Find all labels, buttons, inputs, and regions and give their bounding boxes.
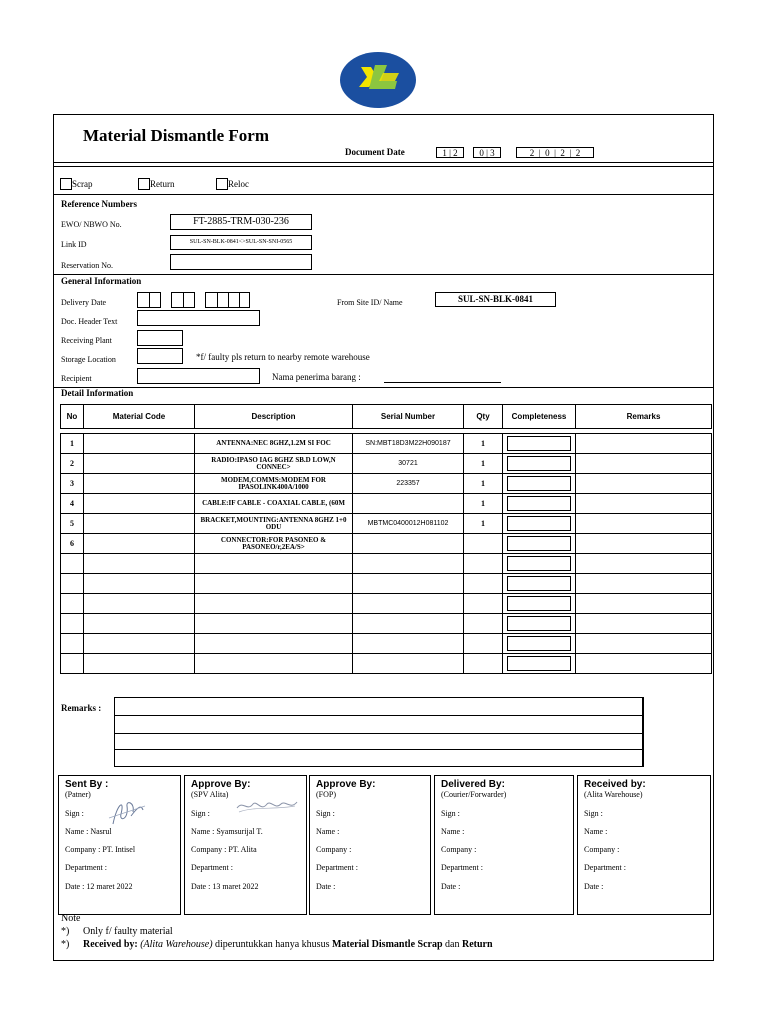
row-description[interactable] bbox=[195, 614, 353, 634]
row-no bbox=[61, 554, 84, 574]
completeness-box[interactable] bbox=[507, 616, 571, 631]
note-and: dan bbox=[445, 939, 460, 950]
row-no bbox=[61, 634, 84, 654]
sent-by-sign: Sign : bbox=[65, 809, 84, 818]
completeness-box[interactable] bbox=[507, 656, 571, 671]
delivered-by-subtitle: (Courier/Forwarder) bbox=[441, 790, 507, 799]
xl-logo bbox=[339, 51, 417, 109]
row-serial-number[interactable]: SN:MBT18D3M22H090187 bbox=[353, 434, 464, 454]
row-remarks[interactable] bbox=[576, 594, 712, 614]
delivered-by-date: Date : bbox=[441, 882, 461, 891]
delivered-by-department: Department : bbox=[441, 863, 483, 872]
table-row bbox=[61, 634, 712, 654]
row-description[interactable]: CABLE:IF CABLE - COAXIAL CABLE, (60M bbox=[195, 494, 353, 514]
received-by-sign: Sign : bbox=[584, 809, 603, 818]
completeness-box[interactable] bbox=[507, 636, 571, 651]
col-no: No bbox=[61, 405, 84, 429]
note-line-1: Only f/ faulty material bbox=[83, 926, 173, 937]
doc-date-month[interactable]: 0 | 3 bbox=[473, 147, 501, 158]
delivery-date-year[interactable] bbox=[205, 292, 250, 308]
from-site-field[interactable]: SUL-SN-BLK-0841 bbox=[435, 292, 556, 307]
row-description[interactable] bbox=[195, 574, 353, 594]
row-no: 5 bbox=[61, 514, 84, 534]
link-id-field[interactable]: SUL-SN-BLK-0841<>SUL-SN-SNI-0565 bbox=[170, 235, 312, 250]
row-material-code[interactable] bbox=[84, 654, 195, 674]
document-date-label: Document Date bbox=[345, 147, 405, 157]
signature-image bbox=[107, 794, 147, 830]
row-material-code[interactable] bbox=[84, 454, 195, 474]
table-row bbox=[61, 614, 712, 634]
row-completeness[interactable] bbox=[503, 634, 576, 654]
row-completeness[interactable] bbox=[503, 614, 576, 634]
sent-by-title: Sent By : bbox=[65, 779, 109, 790]
approve-by-fop-title: Approve By: bbox=[316, 779, 376, 790]
row-material-code[interactable] bbox=[84, 514, 195, 534]
row-material-code[interactable] bbox=[84, 554, 195, 574]
table-header-row bbox=[61, 405, 712, 429]
received-by-company: Company : bbox=[584, 845, 620, 854]
row-no: 3 bbox=[61, 474, 84, 494]
row-serial-number[interactable] bbox=[353, 534, 464, 554]
row-qty[interactable] bbox=[464, 614, 503, 634]
row-no bbox=[61, 594, 84, 614]
received-by-title: Received by: bbox=[584, 779, 646, 790]
table-row bbox=[61, 554, 712, 574]
delivery-date-label: Delivery Date bbox=[61, 298, 107, 307]
approve-by-fop-name: Name : bbox=[316, 827, 340, 836]
table-row bbox=[61, 434, 712, 454]
completeness-box[interactable] bbox=[507, 556, 571, 571]
reference-section-title: Reference Numbers bbox=[61, 199, 138, 209]
row-remarks[interactable] bbox=[576, 654, 712, 674]
row-qty[interactable]: 1 bbox=[464, 434, 503, 454]
row-qty[interactable] bbox=[464, 574, 503, 594]
note-alita-warehouse: (Alita Warehouse) bbox=[140, 939, 213, 950]
link-id-label: Link ID bbox=[61, 240, 87, 249]
row-description[interactable]: MODEM,COMMS:MODEM FOR IPASOLINK400A/1000 bbox=[195, 474, 353, 494]
row-serial-number[interactable]: 30721 bbox=[353, 454, 464, 474]
row-completeness[interactable] bbox=[503, 594, 576, 614]
row-remarks[interactable] bbox=[576, 514, 712, 534]
row-completeness[interactable] bbox=[503, 654, 576, 674]
col-serial-number: Serial Number bbox=[353, 405, 464, 429]
row-material-code[interactable] bbox=[84, 474, 195, 494]
remarks-label: Remarks : bbox=[61, 703, 102, 713]
remarks-box[interactable] bbox=[114, 697, 644, 767]
note-text: diperuntukkan hanya khusus bbox=[215, 939, 330, 950]
row-completeness[interactable] bbox=[503, 474, 576, 494]
row-qty[interactable]: 1 bbox=[464, 514, 503, 534]
signature-image bbox=[235, 798, 299, 816]
table-row bbox=[61, 474, 712, 494]
table-row bbox=[61, 534, 712, 554]
completeness-box[interactable] bbox=[507, 436, 571, 451]
nama-penerima-label: Nama penerima barang : bbox=[272, 372, 361, 382]
approve-by-fop-company: Company : bbox=[316, 845, 352, 854]
row-no: 2 bbox=[61, 454, 84, 474]
completeness-box[interactable] bbox=[507, 496, 571, 511]
approve-by-spv-company: Company : PT. Alita bbox=[191, 845, 257, 854]
row-no: 1 bbox=[61, 434, 84, 454]
row-qty[interactable]: 1 bbox=[464, 494, 503, 514]
recipient-field[interactable] bbox=[137, 368, 260, 384]
general-section-title: General Information bbox=[61, 276, 142, 286]
ewo-label: EWO/ NBWO No. bbox=[61, 220, 122, 229]
row-qty[interactable] bbox=[464, 654, 503, 674]
row-description[interactable] bbox=[195, 554, 353, 574]
approve-by-spv-date: Date : 13 maret 2022 bbox=[191, 882, 259, 891]
row-remarks[interactable] bbox=[576, 454, 712, 474]
detail-table bbox=[60, 404, 712, 674]
row-material-code[interactable] bbox=[84, 494, 195, 514]
completeness-box[interactable] bbox=[507, 596, 571, 611]
delivered-by-name: Name : bbox=[441, 827, 465, 836]
approve-by-fop-subtitle: (FOP) bbox=[316, 790, 337, 799]
doc-header-label: Doc. Header Text bbox=[61, 317, 118, 326]
completeness-box[interactable] bbox=[507, 536, 571, 551]
row-remarks[interactable] bbox=[576, 534, 712, 554]
row-material-code[interactable] bbox=[84, 614, 195, 634]
doc-header-field[interactable] bbox=[137, 310, 260, 326]
row-serial-number[interactable]: 223357 bbox=[353, 474, 464, 494]
reloc-checkbox[interactable] bbox=[216, 178, 228, 190]
table-row bbox=[61, 594, 712, 614]
approve-by-fop-box bbox=[309, 775, 431, 915]
row-serial-number[interactable]: MBTMC0400012H081102 bbox=[353, 514, 464, 534]
receiving-plant-label: Receiving Plant bbox=[61, 336, 112, 345]
row-remarks[interactable] bbox=[576, 634, 712, 654]
note-received-by: Received by: bbox=[83, 939, 138, 950]
table-row bbox=[61, 574, 712, 594]
received-by-date: Date : bbox=[584, 882, 604, 891]
row-no bbox=[61, 614, 84, 634]
storage-location-label: Storage Location bbox=[61, 355, 116, 364]
form-title: Material Dismantle Form bbox=[83, 126, 269, 145]
delivery-date-month[interactable] bbox=[171, 292, 195, 308]
note-line-2 bbox=[83, 939, 493, 950]
col-remarks: Remarks bbox=[576, 405, 712, 429]
divider bbox=[53, 162, 714, 163]
row-description[interactable] bbox=[195, 654, 353, 674]
row-no: 4 bbox=[61, 494, 84, 514]
row-serial-number[interactable] bbox=[353, 494, 464, 514]
row-completeness[interactable] bbox=[503, 534, 576, 554]
row-material-code[interactable] bbox=[84, 574, 195, 594]
approve-by-fop-department: Department : bbox=[316, 863, 358, 872]
delivered-by-box bbox=[434, 775, 574, 915]
table-row bbox=[61, 514, 712, 534]
table-row bbox=[61, 494, 712, 514]
note-scrap: Material Dismantle Scrap bbox=[331, 939, 443, 950]
completeness-box[interactable] bbox=[507, 456, 571, 471]
row-material-code[interactable] bbox=[84, 634, 195, 654]
approve-by-fop-sign: Sign : bbox=[316, 809, 335, 818]
sent-by-box bbox=[58, 775, 181, 915]
divider bbox=[53, 387, 714, 388]
row-description[interactable] bbox=[195, 594, 353, 614]
row-description[interactable]: CONNECTOR:FOR PASONEO & PASONEO/r,2EA/S> bbox=[195, 534, 353, 554]
approve-by-spv-name: Name : Syamsurijal T. bbox=[191, 827, 263, 836]
row-no bbox=[61, 574, 84, 594]
divider bbox=[53, 274, 714, 275]
row-remarks[interactable] bbox=[576, 554, 712, 574]
scrap-checkbox[interactable] bbox=[60, 178, 72, 190]
row-serial-number[interactable] bbox=[353, 594, 464, 614]
receiving-plant-field[interactable] bbox=[137, 330, 183, 346]
row-serial-number[interactable] bbox=[353, 614, 464, 634]
row-remarks[interactable] bbox=[576, 494, 712, 514]
received-by-box bbox=[577, 775, 711, 915]
approve-by-spv-department: Department : bbox=[191, 863, 233, 872]
row-serial-number[interactable] bbox=[353, 634, 464, 654]
ewo-field[interactable]: FT-2885-TRM-030-236 bbox=[170, 214, 312, 230]
delivered-by-sign: Sign : bbox=[441, 809, 460, 818]
row-remarks[interactable] bbox=[576, 474, 712, 494]
row-description[interactable]: RADIO:IPASO IAG 8GHZ SB.D LOW,N CONNEC> bbox=[195, 454, 353, 474]
col-material-code: Material Code bbox=[84, 405, 195, 429]
received-by-subtitle: (Alita Warehouse) bbox=[584, 790, 643, 799]
row-serial-number[interactable] bbox=[353, 574, 464, 594]
col-description: Description bbox=[195, 405, 353, 429]
note-title: Note bbox=[61, 913, 81, 924]
note-return: Return bbox=[461, 939, 493, 950]
approve-by-fop-date: Date : bbox=[316, 882, 336, 891]
row-serial-number[interactable] bbox=[353, 654, 464, 674]
delivery-date-day[interactable] bbox=[137, 292, 161, 308]
row-remarks[interactable] bbox=[576, 614, 712, 634]
sent-by-department: Department : bbox=[65, 863, 107, 872]
row-qty[interactable]: 1 bbox=[464, 454, 503, 474]
reservation-field[interactable] bbox=[170, 254, 312, 270]
row-material-code[interactable] bbox=[84, 534, 195, 554]
row-qty[interactable] bbox=[464, 534, 503, 554]
col-qty: Qty bbox=[464, 405, 503, 429]
scrap-label: Scrap bbox=[72, 179, 93, 189]
col-completeness: Completeness bbox=[503, 405, 576, 429]
row-description[interactable] bbox=[195, 634, 353, 654]
delivered-by-company: Company : bbox=[441, 845, 477, 854]
note-star-2: *) bbox=[61, 939, 70, 950]
approve-by-spv-box bbox=[184, 775, 307, 915]
storage-note: *f/ faulty pls return to nearby remote warehouse bbox=[196, 352, 370, 362]
delivered-by-title: Delivered By: bbox=[441, 779, 505, 790]
row-qty[interactable]: 1 bbox=[464, 474, 503, 494]
approve-by-spv-sign: Sign : bbox=[191, 809, 210, 818]
row-remarks[interactable] bbox=[576, 434, 712, 454]
return-label: Return bbox=[150, 179, 175, 189]
completeness-box[interactable] bbox=[507, 476, 571, 491]
row-qty[interactable] bbox=[464, 554, 503, 574]
approve-by-spv-title: Approve By: bbox=[191, 779, 251, 790]
row-remarks[interactable] bbox=[576, 574, 712, 594]
row-description[interactable]: BRACKET,MOUNTING:ANTENNA 8GHZ 1+0 ODU bbox=[195, 514, 353, 534]
doc-date-year[interactable]: 2 | 0 | 2 | 2 bbox=[516, 147, 594, 158]
row-no bbox=[61, 654, 84, 674]
row-qty[interactable] bbox=[464, 594, 503, 614]
sent-by-company: Company : PT. Intisel bbox=[65, 845, 136, 854]
row-completeness[interactable] bbox=[503, 434, 576, 454]
row-material-code[interactable] bbox=[84, 434, 195, 454]
reloc-label: Reloc bbox=[228, 179, 249, 189]
reservation-label: Reservation No. bbox=[61, 261, 113, 270]
row-description[interactable]: ANTENNA:NEC 8GHZ,1.2M SI FOC bbox=[195, 434, 353, 454]
note-star-1: *) bbox=[61, 926, 70, 937]
row-completeness[interactable] bbox=[503, 494, 576, 514]
table-row bbox=[61, 454, 712, 474]
row-completeness[interactable] bbox=[503, 454, 576, 474]
row-completeness[interactable] bbox=[503, 554, 576, 574]
completeness-box[interactable] bbox=[507, 576, 571, 591]
sent-by-date: Date : 12 maret 2022 bbox=[65, 882, 133, 891]
nama-penerima-line[interactable] bbox=[384, 382, 501, 383]
sent-by-name: Name : Nasrul bbox=[65, 827, 112, 836]
divider bbox=[53, 166, 714, 167]
completeness-box[interactable] bbox=[507, 516, 571, 531]
row-material-code[interactable] bbox=[84, 594, 195, 614]
row-completeness[interactable] bbox=[503, 514, 576, 534]
sent-by-subtitle: (Patner) bbox=[65, 790, 91, 799]
row-completeness[interactable] bbox=[503, 574, 576, 594]
storage-location-field[interactable] bbox=[137, 348, 183, 364]
doc-date-day[interactable]: 1 | 2 bbox=[436, 147, 464, 158]
return-checkbox[interactable] bbox=[138, 178, 150, 190]
table-row bbox=[61, 654, 712, 674]
row-serial-number[interactable] bbox=[353, 554, 464, 574]
from-site-label: From Site ID/ Name bbox=[337, 298, 403, 307]
detail-section-title: Detail Information bbox=[61, 388, 134, 398]
divider bbox=[53, 194, 714, 195]
row-qty[interactable] bbox=[464, 634, 503, 654]
row-no: 6 bbox=[61, 534, 84, 554]
received-by-name: Name : bbox=[584, 827, 608, 836]
approve-by-spv-subtitle: (SPV Alita) bbox=[191, 790, 229, 799]
received-by-department: Department : bbox=[584, 863, 626, 872]
recipient-label: Recipient bbox=[61, 374, 92, 383]
